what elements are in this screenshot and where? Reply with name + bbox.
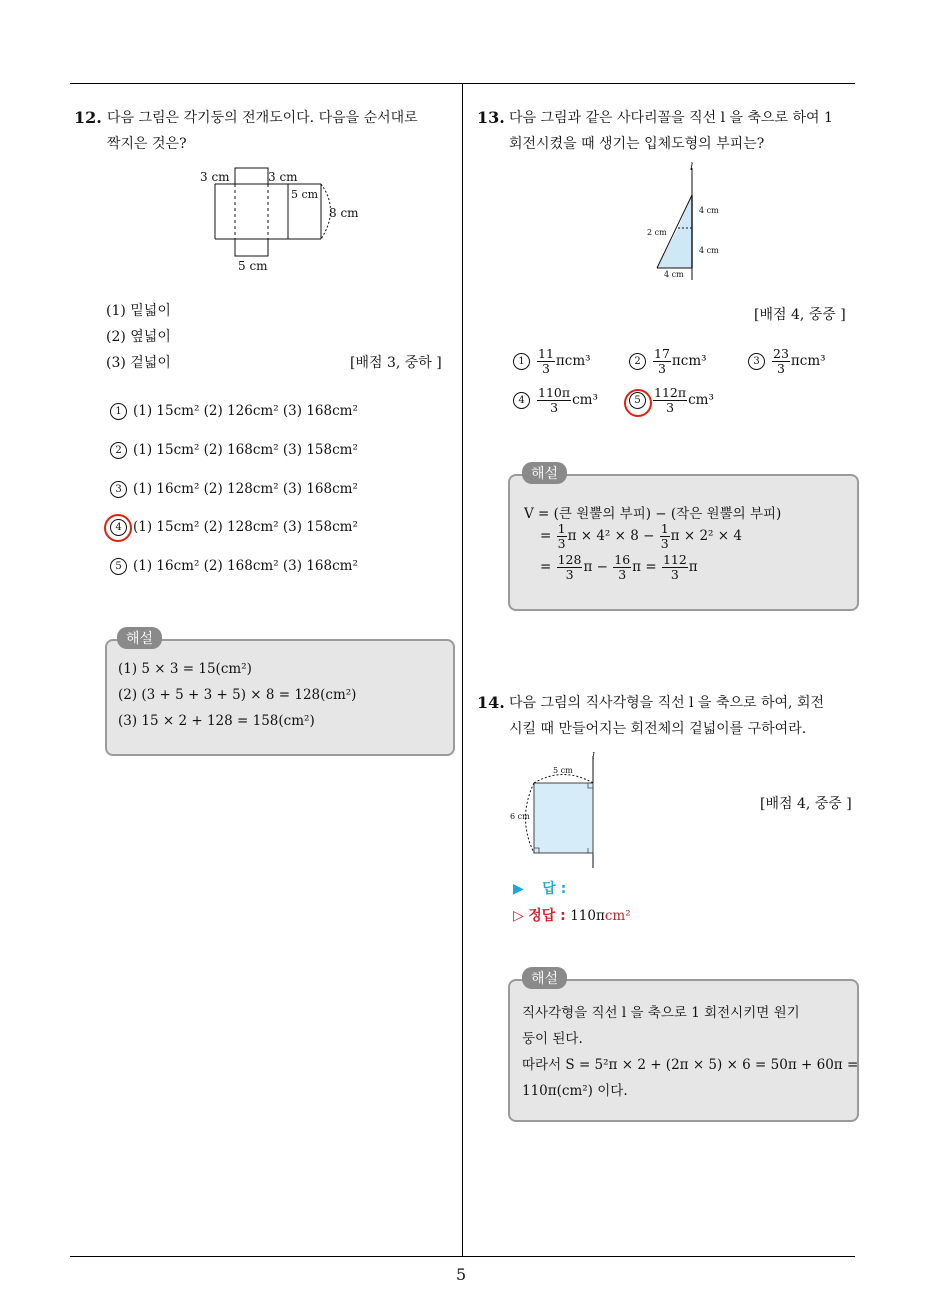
q13-choice-5-den: 3: [666, 400, 675, 415]
q13-choice-5-num: 112π: [654, 385, 687, 400]
q13-selected-answer-ring: [624, 389, 652, 417]
q12-choice-5[interactable]: [110, 558, 358, 575]
q13-choice-2-mark: 2: [629, 353, 646, 370]
q14-solution-line-2: 둥이 된다.: [522, 1031, 583, 1047]
q13-choice-2[interactable]: [629, 347, 707, 376]
q12-choice-2-mark: 2: [110, 442, 127, 459]
q13-sol3-frac-b: [613, 553, 631, 582]
q14-correct-label: 정답 :: [528, 908, 566, 924]
q13-choice-1-mark: 1: [513, 353, 530, 370]
q13-sol2-b-den: 3: [660, 536, 669, 551]
q13-fig-label-2cm: 2 cm: [647, 228, 667, 237]
q12-choice-1-mark: 1: [110, 403, 127, 420]
q13-sol2-frac-b: [660, 522, 670, 551]
q12-item-1: (1) 밑넓이: [106, 303, 171, 319]
q13-choice-4-mark: 4: [513, 392, 530, 409]
bottom-rule: [70, 1256, 855, 1257]
q13-number: 13.: [477, 108, 505, 127]
q12-choice-4[interactable]: [110, 519, 358, 536]
q14-solution-line-3: 따라서 S = 5²π × 2 + (2π × 5) × 6 = 50π + 60π =: [522, 1057, 859, 1073]
q13-solution-line-3: = $\frac{128}{3}$ π − $\frac{16}{3}$ π = $\frac{112}{3}$ π: [540, 552, 698, 582]
q14-answer-row[interactable]: [513, 878, 566, 898]
q13-sol2-b-num: 1: [660, 521, 669, 536]
q13-sol3-a-num: 128: [557, 552, 582, 567]
q13-choice-4-frac: [537, 386, 571, 415]
q12-number: 12.: [74, 108, 102, 127]
q14-text-line2: 시킬 때 만들어지는 회전체의 겉넓이를 구하여라.: [509, 721, 807, 737]
q13-sol3-b-num: 16: [614, 552, 631, 567]
q13-text-line1: 다음 그림과 같은 사다리꼴을 직선 l 을 축으로 하여 1: [509, 110, 833, 126]
q12-fig-label-5cm-top: 5 cm: [291, 188, 319, 201]
column-divider: [462, 83, 463, 1257]
q13-fig-label-4cm-right: 4 cm: [699, 246, 719, 255]
q12-fig-label-5cm-bottom: 5 cm: [238, 259, 268, 273]
q14-solution-tag: 해설: [522, 967, 567, 989]
q12-solution-line-2: (2) (3 + 5 + 3 + 5) × 8 = 128(cm²): [118, 687, 357, 703]
q14-fig-label-6cm: 6 cm: [510, 812, 530, 821]
q13-sol3-frac-c: [662, 553, 688, 582]
q13-score: [배점 4, 중중 ]: [754, 307, 846, 323]
q12-solution-line-1: (1) 5 × 3 = 15(cm²): [118, 661, 252, 677]
q12-choice-3-text: (1) 16cm² (2) 128cm² (3) 168cm²: [133, 481, 358, 497]
q12-item-2: (2) 옆넓이: [106, 329, 171, 345]
q13-sol3-frac-a: [557, 553, 583, 582]
page-number: 5: [456, 1265, 467, 1284]
q12-item-3: (3) 겉넓이: [106, 355, 171, 371]
q13-choice-1-num: 11: [538, 346, 554, 361]
q12-fig-label-3cm-left: 3 cm: [200, 170, 230, 184]
q13-sol2-a-num: 1: [557, 521, 566, 536]
q14-correct-unit: cm²: [604, 908, 631, 924]
q12-selected-answer-ring: [104, 514, 132, 542]
q13-solution-line-1: V = (큰 원뿔의 부피) − (작은 원뿔의 부피): [524, 506, 782, 522]
q14-solution-line-4: 110π(cm²) 이다.: [522, 1083, 628, 1099]
q13-choice-3-mark: 3: [748, 353, 765, 370]
q13-sol3-b-den: 3: [618, 567, 627, 582]
q13-sol2-a-tail: π × 4² × 8 −: [567, 528, 655, 544]
q13-choice-4-num: 110π: [538, 385, 571, 400]
q12-choice-1[interactable]: [110, 403, 358, 420]
q14-correct-row: [513, 905, 631, 925]
q13-sol3-c-den: 3: [670, 567, 679, 582]
q13-sol3-c-num: 112: [662, 552, 687, 567]
q13-choice-3-tail: πcm³: [790, 353, 826, 369]
q13-choice-2-den: 3: [657, 361, 666, 376]
q14-number: 14.: [477, 693, 505, 712]
q13-choice-1-tail: πcm³: [555, 353, 591, 369]
q13-choice-3-frac: [772, 347, 790, 376]
answer-arrow-icon: ▶: [513, 881, 524, 897]
q12-choice-1-text: (1) 15cm² (2) 126cm² (3) 168cm²: [133, 403, 358, 419]
q13-choice-3-den: 3: [776, 361, 785, 376]
q13-sol3-a-den: 3: [565, 567, 574, 582]
q12-text-line2: 짝지은 것은?: [107, 136, 187, 152]
q13-choice-3-num: 23: [773, 346, 789, 361]
q14-answer-label: 답 :: [542, 881, 567, 897]
q12-choice-2-text: (1) 15cm² (2) 168cm² (3) 158cm²: [133, 442, 358, 458]
q13-choice-4-tail: cm³: [572, 392, 598, 408]
q12-solution-line-3: (3) 15 × 2 + 128 = 158(cm²): [118, 713, 315, 729]
q14-fig-label-5cm: 5 cm: [553, 766, 573, 775]
q13-choice-3[interactable]: [748, 347, 826, 376]
q12-solution-tag: 해설: [117, 627, 162, 649]
q13-choice-5-mark: 5: [629, 392, 646, 409]
q12-choice-4-mark: 4: [110, 519, 127, 536]
q13-choice-4[interactable]: [513, 386, 598, 415]
q12-text-line1: 다음 그림은 각기둥의 전개도이다. 다음을 순서대로: [107, 110, 418, 126]
q12-choice-4-text: (1) 15cm² (2) 128cm² (3) 158cm²: [133, 519, 358, 535]
q14-score: [배점 4, 중중 ]: [760, 796, 852, 812]
q12-choice-5-text: (1) 16cm² (2) 168cm² (3) 168cm²: [133, 558, 358, 574]
q12-fig-label-3cm-right: 3 cm: [268, 170, 298, 184]
q13-choice-1-frac: [537, 347, 555, 376]
q12-choice-3[interactable]: [110, 481, 358, 498]
q13-fig-label-4cm-bottom: 4 cm: [664, 270, 684, 279]
q12-choice-3-mark: 3: [110, 481, 127, 498]
q13-choice-5-frac: [653, 386, 687, 415]
q13-text-line2: 회전시켰을 때 생기는 입체도형의 부피는?: [509, 136, 765, 152]
q13-sol2-b-tail: π × 2² × 4: [670, 528, 742, 544]
q13-fig-label-4cm-top: 4 cm: [699, 206, 719, 215]
q13-trapezoid-figure: [640, 162, 730, 282]
q14-text-line1: 다음 그림의 직사각형을 직선 l 을 축으로 하여, 회전: [509, 695, 825, 711]
correct-arrow-icon: ▷: [513, 908, 524, 924]
q13-sol2-frac-a: [557, 522, 567, 551]
q13-choice-2-tail: πcm³: [671, 353, 707, 369]
q12-choice-2[interactable]: [110, 442, 358, 459]
q13-solution-tag: 해설: [522, 462, 567, 484]
q12-score: [배점 3, 중하 ]: [350, 355, 442, 371]
q14-solution-line-1: 직사각형을 직선 l 을 축으로 1 회전시키면 원기: [522, 1005, 800, 1021]
q14-correct-value: 110π: [570, 908, 605, 924]
q13-sol2-a-den: 3: [557, 536, 566, 551]
q13-choice-1-den: 3: [541, 361, 550, 376]
q13-choice-4-den: 3: [550, 400, 559, 415]
q13-fig-label-l: l: [690, 162, 694, 173]
q13-choice-5-tail: cm³: [688, 392, 714, 408]
q12-choice-5-mark: 5: [110, 558, 127, 575]
q12-fig-label-8cm: 8 cm: [329, 206, 359, 220]
q13-choice-1[interactable]: [513, 347, 591, 376]
q13-choice-2-num: 17: [654, 346, 670, 361]
q13-solution-line-2: = $\frac{1}{3}$ π × 4² × 8 − $\frac{1}{3}$ π × 2² × 4: [540, 521, 742, 551]
q14-fig-label-l: l: [592, 752, 595, 762]
q13-choice-2-frac: [653, 347, 671, 376]
